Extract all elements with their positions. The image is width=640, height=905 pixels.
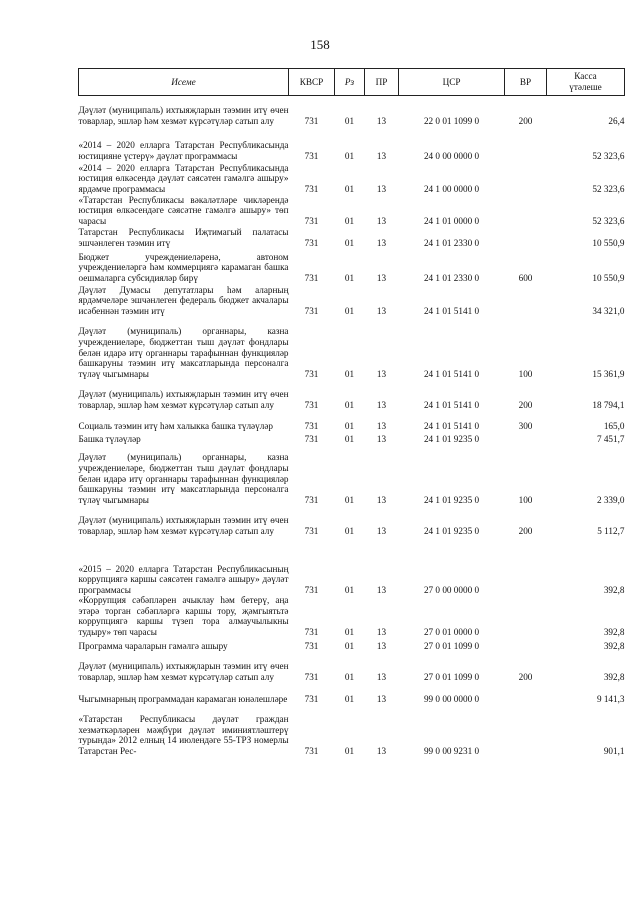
row-rz: 01 xyxy=(344,746,355,757)
row-pr: 13 xyxy=(376,399,387,410)
row-vr xyxy=(505,226,547,248)
row-name-text: Дәүләт (муниципаль) ихтыяҗларын тәэмин итү өчен товарлар, эшләр һәм хезмәт күрсәтүләр сатып алу xyxy=(78,661,289,683)
table-row xyxy=(79,283,625,316)
row-csr: 24 1 01 5141 0 xyxy=(423,368,480,379)
row-kvsr: 731 xyxy=(304,237,319,248)
row-name-text: Дәүләт (муниципаль) органнары, казна учреждениеләре, бюджеттан тыш дәүләт фондлары белән идарә итү органнары тарафыннан функцияләр башкаруны тәэмин итү максатларында персоналга түләү чыгымнары xyxy=(78,452,289,505)
row-kvsr: 731 xyxy=(304,672,319,683)
row-sum: 10 550,9 xyxy=(592,272,625,283)
row-name-text: Дәүләт Думасы депутатлары һәм аларның ярдәмчеләре эшчәнлеген федераль бюджет акчалары исәбеннән тәэмин итү xyxy=(78,284,289,316)
row-sum: 15 361,9 xyxy=(592,368,625,379)
row-name xyxy=(79,379,289,410)
row-vr: 100 xyxy=(518,368,533,379)
row-name-text: Социаль тәэмин итү һәм халыкка башка түләүләр xyxy=(78,420,273,431)
row-name xyxy=(79,595,289,637)
row-name xyxy=(79,162,289,195)
table-row xyxy=(79,505,625,536)
row-sum: 34 321,0 xyxy=(592,305,625,316)
header-rz: Рз xyxy=(335,69,365,96)
row-name-text: «Татарстан Республикасы дәүләт граждан хезмәткәрләрен мәҗбүри дәүләт иминиятләштерү турында» 2012 елның 14 июлендәге 55-ТРЗ номерлы Татарстан Рес- xyxy=(78,714,289,757)
table-row xyxy=(79,431,625,444)
row-rz: 01 xyxy=(344,150,355,161)
table-row xyxy=(79,226,625,248)
row-vr xyxy=(505,283,547,316)
row-rz: 01 xyxy=(344,494,355,505)
row-pr: 13 xyxy=(376,525,387,536)
row-vr xyxy=(505,683,547,705)
row-pr: 13 xyxy=(376,368,387,379)
row-csr: 24 1 01 2330 0 xyxy=(423,272,480,283)
row-kvsr: 731 xyxy=(304,694,319,705)
row-sum: 10 550,9 xyxy=(592,237,625,248)
row-vr xyxy=(505,431,547,444)
row-name xyxy=(79,505,289,536)
row-name xyxy=(79,283,289,316)
row-name xyxy=(79,683,289,705)
row-kvsr: 731 xyxy=(304,525,319,536)
row-csr: 24 1 01 9235 0 xyxy=(423,494,480,505)
header-sum-line1: Касса xyxy=(574,71,597,82)
row-rz: 01 xyxy=(344,115,355,126)
table-row xyxy=(79,195,625,227)
row-pr: 13 xyxy=(376,150,387,161)
row-sum: 2 339,0 xyxy=(596,494,625,505)
row-pr: 13 xyxy=(376,746,387,757)
row-kvsr: 731 xyxy=(304,494,319,505)
row-csr: 27 0 01 0000 0 xyxy=(423,627,480,638)
row-sum: 9 141,3 xyxy=(596,694,625,705)
table-row xyxy=(79,652,625,683)
row-vr xyxy=(505,638,547,652)
table-row xyxy=(79,410,625,431)
row-vr xyxy=(505,595,547,637)
row-name xyxy=(79,195,289,227)
row-rz: 01 xyxy=(344,368,355,379)
row-sum: 392,8 xyxy=(603,627,625,638)
row-pr: 13 xyxy=(376,272,387,283)
table-row xyxy=(79,536,625,595)
row-vr: 300 xyxy=(518,420,533,431)
row-pr: 13 xyxy=(376,584,387,595)
row-pr: 13 xyxy=(376,627,387,638)
row-sum: 165,0 xyxy=(603,420,625,431)
row-vr: 100 xyxy=(518,494,533,505)
table-row xyxy=(79,316,625,379)
row-rz: 01 xyxy=(344,237,355,248)
row-kvsr: 731 xyxy=(304,305,319,316)
row-rz: 01 xyxy=(344,399,355,410)
row-csr: 27 0 01 1099 0 xyxy=(423,641,480,652)
row-name-text: Дәүләт (муниципаль) органнары, казна учреждениеләре, бюджеттан тыш дәүләт фондлары белән идарә итү органнары тарафыннан функцияләр башкаруны тәэмин итү максатларында персоналга түләү чыгымнары xyxy=(78,326,289,379)
header-csr: ЦСР xyxy=(399,69,505,96)
row-kvsr: 731 xyxy=(304,584,319,595)
row-name xyxy=(79,226,289,248)
row-kvsr: 731 xyxy=(304,150,319,161)
row-csr: 27 0 00 0000 0 xyxy=(423,584,480,595)
row-name xyxy=(79,96,289,127)
row-csr: 24 1 01 9235 0 xyxy=(423,525,480,536)
row-pr: 13 xyxy=(376,672,387,683)
row-sum: 26,4 xyxy=(608,115,625,126)
row-name xyxy=(79,431,289,444)
row-csr: 99 0 00 0000 0 xyxy=(423,694,480,705)
table-row xyxy=(79,162,625,195)
table-row xyxy=(79,595,625,637)
row-csr: 24 1 01 2330 0 xyxy=(423,237,480,248)
row-name xyxy=(79,410,289,431)
row-csr: 22 0 01 1099 0 xyxy=(423,115,480,126)
row-name-text: Программа чараларын гамәлгә ашыру xyxy=(78,641,228,652)
row-name-text: «Коррупция сәбәпләрен ачыклау һәм бетерү, аңа этәрә торган сәбәпләргә каршы тору, җәмгыятьтә коррупциягә каршы түзеп тора алмаучылыкны тудыру» төп чарасы xyxy=(78,595,289,638)
row-vr xyxy=(505,195,547,227)
table-row xyxy=(79,96,625,127)
row-csr: 99 0 00 9231 0 xyxy=(423,746,480,757)
header-vr: ВР xyxy=(505,69,547,96)
row-kvsr: 731 xyxy=(304,627,319,638)
row-rz: 01 xyxy=(344,584,355,595)
row-sum: 392,8 xyxy=(603,672,625,683)
row-sum: 5 112,7 xyxy=(597,525,625,536)
row-name xyxy=(79,444,289,505)
row-vr: 600 xyxy=(518,272,533,283)
row-rz: 01 xyxy=(344,305,355,316)
header-sum-line2: үтәлеше xyxy=(569,82,602,92)
row-rz: 01 xyxy=(344,525,355,536)
row-sum: 901,1 xyxy=(603,746,625,757)
row-name xyxy=(79,536,289,595)
row-kvsr: 731 xyxy=(304,420,319,431)
table-header-row xyxy=(79,69,625,96)
row-vr: 200 xyxy=(518,672,533,683)
row-name xyxy=(79,638,289,652)
row-rz: 01 xyxy=(344,641,355,652)
row-rz: 01 xyxy=(344,183,355,194)
row-csr: 24 1 01 5141 0 xyxy=(423,420,480,431)
row-name xyxy=(79,316,289,379)
row-rz: 01 xyxy=(344,272,355,283)
row-sum: 18 794,1 xyxy=(592,399,625,410)
row-name-text: Чыгымнарның программадан карамаган юнәлешләре xyxy=(78,694,288,705)
row-csr: 24 1 00 0000 0 xyxy=(423,183,480,194)
row-pr: 13 xyxy=(376,641,387,652)
row-name-text: «2014 – 2020 елларга Татарстан Республикасында юстиция өлкәсендә дәүләт сәясәтен гамәлгә ашыру» ярдәмче программасы xyxy=(78,162,289,194)
row-name-text: Башка түләүләр xyxy=(78,433,141,444)
row-kvsr: 731 xyxy=(304,183,319,194)
table-body xyxy=(79,96,625,757)
row-vr: 200 xyxy=(518,399,533,410)
table-row xyxy=(79,444,625,505)
row-csr: 24 1 01 5141 0 xyxy=(423,305,480,316)
row-csr: 24 0 00 0000 0 xyxy=(423,150,480,161)
row-name-text: Татарстан Республикасы Иҗтимагый палатасы эшчәнлеген тәэмин итү xyxy=(78,227,289,248)
budget-table xyxy=(78,68,625,757)
row-pr: 13 xyxy=(376,694,387,705)
row-name xyxy=(79,705,289,757)
row-vr: 200 xyxy=(518,525,533,536)
row-name-text: Дәүләт (муниципаль) ихтыяҗларын тәэмин итү өчен товарлар, эшләр һәм хезмәт күрсәтүләр сатып алу xyxy=(78,389,289,410)
page-number: 158 xyxy=(310,37,330,52)
row-kvsr: 731 xyxy=(304,433,319,444)
row-name-text: Дәүләт (муниципаль) ихтыяҗларын тәэмин итү өчен товарлар, эшләр һәм хезмәт күрсәтүләр сатып алу xyxy=(78,515,289,536)
row-pr: 13 xyxy=(376,420,387,431)
row-sum: 52 323,6 xyxy=(592,215,625,226)
row-kvsr: 731 xyxy=(304,272,319,283)
row-vr xyxy=(505,705,547,757)
header-pr: ПР xyxy=(365,69,399,96)
row-name-text: Дәүләт (муниципаль) ихтыяҗларын тәэмин итү өчен товарлар, эшләр һәм хезмәт күрсәтүләр сатып алу xyxy=(78,105,289,126)
row-csr: 24 1 01 9235 0 xyxy=(423,433,480,444)
row-name xyxy=(79,652,289,683)
row-kvsr: 731 xyxy=(304,368,319,379)
row-name-text: «2014 – 2020 елларга Татарстан Республикасында юстицияне үстерү» дәүләт программасы xyxy=(78,140,289,161)
row-vr xyxy=(505,536,547,595)
row-rz: 01 xyxy=(344,627,355,638)
row-rz: 01 xyxy=(344,420,355,431)
header-sum xyxy=(547,69,625,96)
row-pr: 13 xyxy=(376,183,387,194)
table-row xyxy=(79,683,625,705)
row-vr xyxy=(505,127,547,162)
row-kvsr: 731 xyxy=(304,641,319,652)
header-kvsr: КВСР xyxy=(289,69,335,96)
table-row xyxy=(79,248,625,283)
row-sum: 52 323,6 xyxy=(592,183,625,194)
row-pr: 13 xyxy=(376,237,387,248)
table-row xyxy=(79,127,625,162)
row-kvsr: 731 xyxy=(304,215,319,226)
row-rz: 01 xyxy=(344,672,355,683)
row-sum: 392,8 xyxy=(603,584,625,595)
row-pr: 13 xyxy=(376,433,387,444)
table-row xyxy=(79,705,625,757)
row-vr: 200 xyxy=(518,115,533,126)
row-csr: 27 0 01 1099 0 xyxy=(423,672,480,683)
row-csr: 24 1 01 0000 0 xyxy=(423,215,480,226)
header-name: Исеме xyxy=(79,69,289,96)
row-rz: 01 xyxy=(344,694,355,705)
row-sum: 7 451,7 xyxy=(596,433,625,444)
row-name xyxy=(79,248,289,283)
row-pr: 13 xyxy=(376,215,387,226)
row-name-text: «2015 – 2020 елларга Татарстан Республикасының коррупциягә каршы сәясәтен гамәлгә ашыру» дәүләт программасы xyxy=(78,563,289,595)
row-pr: 13 xyxy=(376,305,387,316)
row-name-text: Бюджет учреждениеләренә, автоном учреждениеләргә һәм коммерциягә карамаган башка оешмаларга субсидияләр бирү xyxy=(78,251,289,283)
table-row xyxy=(79,638,625,652)
row-pr: 13 xyxy=(376,494,387,505)
row-kvsr: 731 xyxy=(304,746,319,757)
row-rz: 01 xyxy=(344,433,355,444)
row-kvsr: 731 xyxy=(304,115,319,126)
row-name-text: «Татарстан Республикасы вәкаләтләре чикләрендә юстиция өлкәсендәге сәясәтне гамәлгә ашыру» төп чарасы xyxy=(78,194,289,226)
row-csr: 24 1 01 5141 0 xyxy=(423,399,480,410)
row-sum: 392,8 xyxy=(603,641,625,652)
row-rz: 01 xyxy=(344,215,355,226)
row-sum: 52 323,6 xyxy=(592,150,625,161)
row-pr: 13 xyxy=(376,115,387,126)
row-vr xyxy=(505,162,547,195)
row-name xyxy=(79,127,289,162)
row-kvsr: 731 xyxy=(304,399,319,410)
table-row xyxy=(79,379,625,410)
